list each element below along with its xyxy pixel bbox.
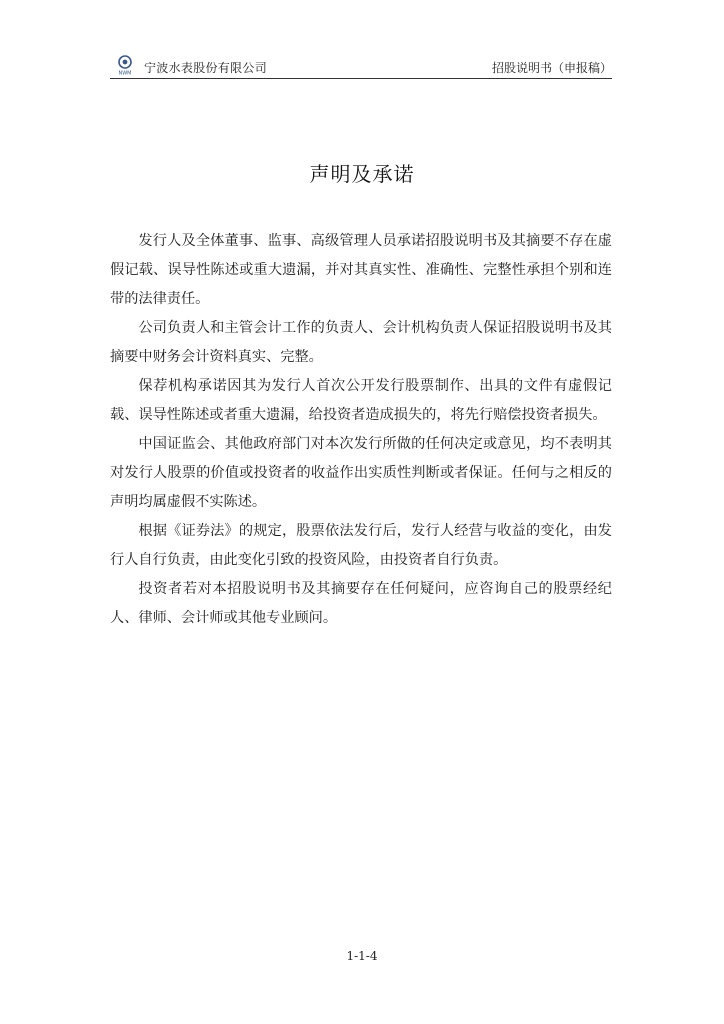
paragraph-financial-assurance: 公司负责人和主管会计工作的负责人、会计机构负责人保证招股说明书及其摘要中财务会计资料真实、完整。 xyxy=(110,320,612,365)
logo-text: NWM xyxy=(118,70,132,76)
paragraph-sponsor-commitment: 保荐机构承诺因其为发行人首次公开发行股票制作、出具的文件有虚假记载、误导性陈述或者重大遗漏，给投资者造成损失的，将先行赔偿投资者损失。 xyxy=(110,378,612,423)
paragraph-investor-advice: 投资者若对本招股说明书及其摘要存在任何疑问，应咨询自己的股票经纪人、律师、会计师或其他专业顾问。 xyxy=(110,581,612,626)
page-number: 1-1-4 xyxy=(346,949,378,963)
page-title: 声明及承诺 xyxy=(309,162,415,186)
company-logo-icon xyxy=(113,54,137,76)
header-divider xyxy=(110,78,612,79)
page-header xyxy=(110,52,612,78)
paragraph-csrc-disclaimer: 中国证监会、其他政府部门对本次发行所做的任何决定或意见，均不表明其对发行人股票的价值或投资者的收益作出实质性判断或者保证。任何与之相反的声明均属虚假不实陈述。 xyxy=(110,436,612,510)
document-title: 招股说明书（申报稿） xyxy=(491,61,612,75)
paragraph-issuer-commitment: 发行人及全体董事、监事、高级管理人员承诺招股说明书及其摘要不存在虚假记载、误导性陈述或重大遗漏，并对其真实性、准确性、完整性承担个别和连带的法律责任。 xyxy=(110,233,612,307)
paragraph-securities-law: 根据《证券法》的规定，股票依法发行后，发行人经营与收益的变化，由发行人自行负责，由此变化引致的投资风险，由投资者自行负责。 xyxy=(110,523,612,568)
company-name: 宁波水表股份有限公司 xyxy=(144,61,268,75)
statement-body xyxy=(110,227,612,633)
